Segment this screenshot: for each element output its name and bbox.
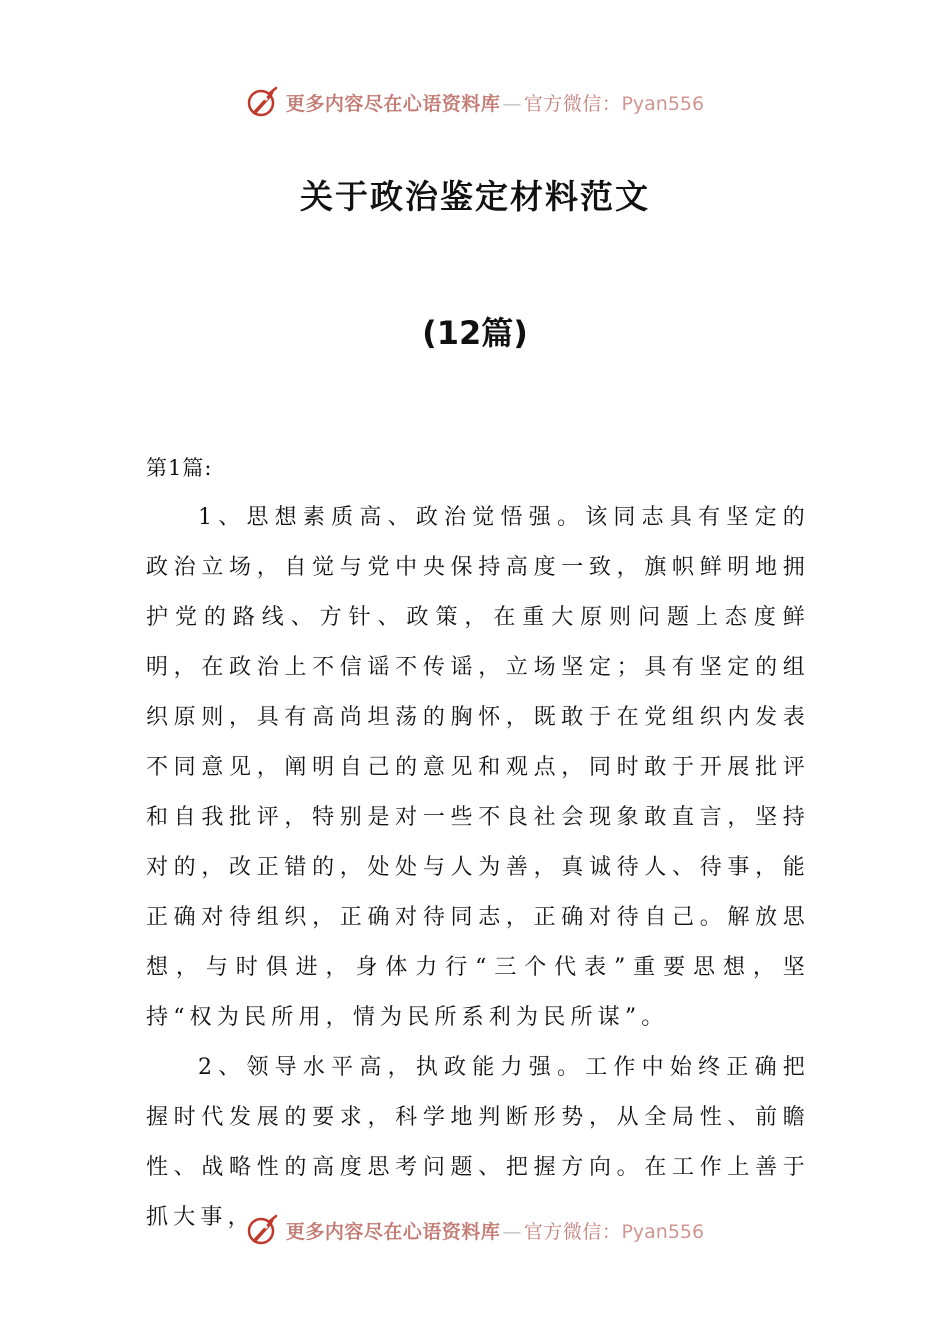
watermark-wechat-id: Pyan556 [621,92,705,115]
pen-nib-logo-icon [246,1213,280,1247]
header-watermark [0,82,950,122]
document-subtitle: (12篇) [422,314,528,352]
section-heading: 第1篇: [146,456,213,480]
watermark-text [286,89,704,116]
watermark-site-text: 更多内容尽在心语资料库 [285,92,501,115]
document-body [146,443,810,1243]
watermark-text [286,1217,704,1244]
paragraph-1: 1、思想素质高、政治觉悟强。该同志具有坚定的政治立场，自觉与党中央保持高度一致，旗帜鲜明地拥护党的路线、方针、政策，在重大原则问题上态度鲜明，在政治上不信谣不传谣，立场坚定；具有坚定的组织原则，具有高尚坦荡的胸怀，既敢于在党组织内发表不同意见，阐明自己的意见和观点，同时敢于开展批评和自我批评，特别是对一些不良社会现象敢直言，坚持对的，改正错的，处处与人为善，真诚待人、待事，能正确对待组织，正确对待同志，正确对待自己。解放思想，与时俱进，身体力行“三个代表”重要思想，坚持“权为民所用，情为民所系利为民所谋”。 [146,505,810,1030]
watermark-label: 官方微信： [523,92,622,115]
paragraph-2: 2、领导水平高，执政能力强。工作中始终正确把握时代发展的要求，科学地判断形势，从全局性、前瞻性、战略性的高度思考问题、把握方向。在工作上善于抓大事， [146,1055,810,1230]
footer-watermark [0,1210,950,1250]
watermark-label: 官方微信： [523,1220,622,1243]
watermark-dash: — [502,1220,522,1243]
watermark-wechat-id: Pyan556 [621,1220,705,1243]
watermark-dash: — [502,92,522,115]
watermark-site-text: 更多内容尽在心语资料库 [285,1220,501,1243]
document-title: 关于政治鉴定材料范文 [300,177,650,216]
pen-nib-logo-icon [246,85,280,119]
